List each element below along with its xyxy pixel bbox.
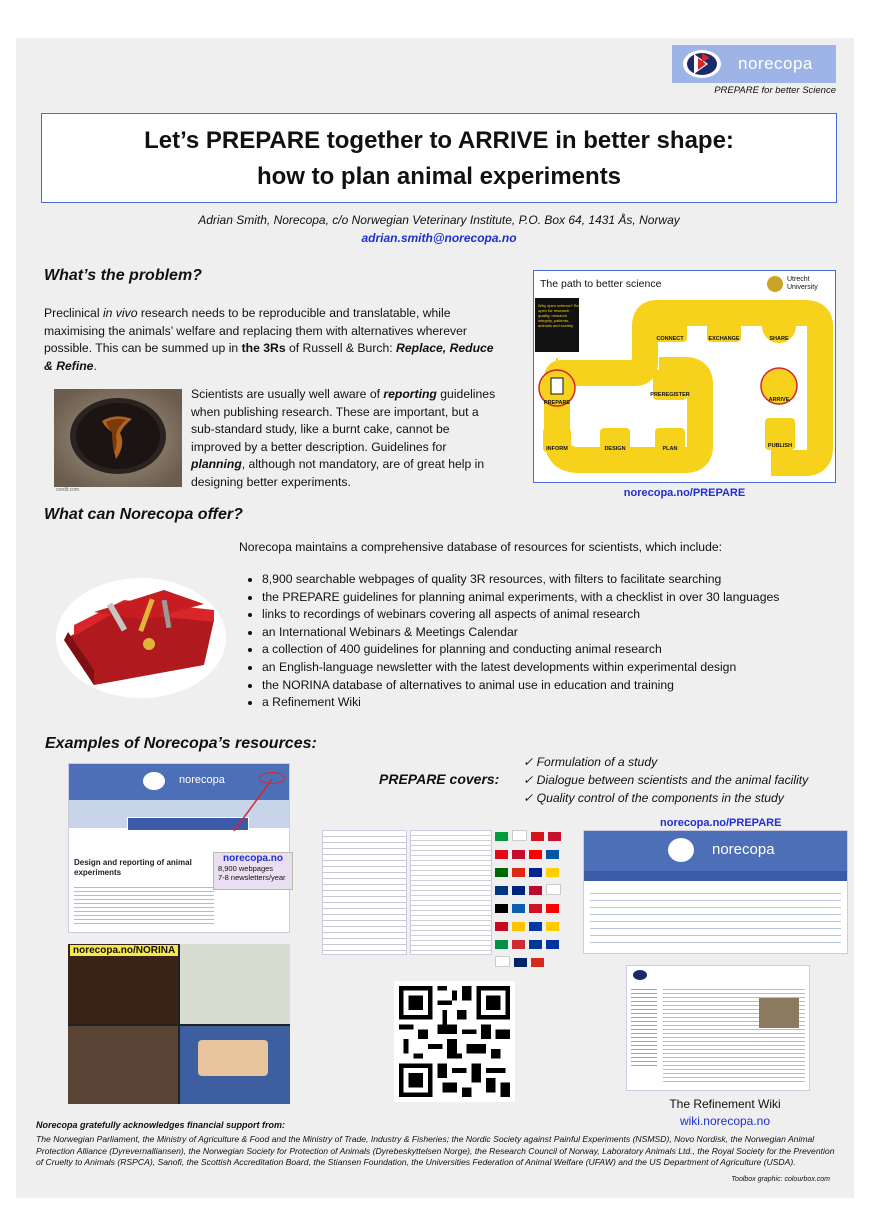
prepare-checklist-screenshot-1[interactable]: [322, 830, 407, 955]
callout-arrow-icon: [230, 775, 280, 835]
ack-text: The Norwegian Parliament, the Ministry of Agriculture & Food and the Ministry of Trade, Industry & Fisheries; the Nordic Society against Painful Experiments (NSMSD), Novo Nordisk, the Norwegian Animal Protection Alliance (Dyrevernalliansen), the Norwegian Society for Protection of Animals (Dyrebeskyttelsen Norge), the Research Council of Norway, Laboratory Animals Ltd., the Royal Society for the Prevention of Cruelty to Animals (RSPCA), Sanofi, the Scottish Accreditation Board, the Stiansen Foundation, the Universities Federation of Animal Welfare (UFAW) and the US Department of Agriculture (USDA).: [36, 1134, 835, 1167]
step-label-arrive: ARRIVE: [768, 397, 790, 403]
check-icon: ✓: [523, 791, 537, 805]
qr-code[interactable]: [393, 981, 516, 1102]
prepare-checklist: [523, 753, 808, 807]
university-seal-icon: [767, 276, 783, 292]
language-flags: [493, 829, 581, 957]
author-line: Adrian Smith, Norecopa, c/o Norwegian Veterinary Institute, P.O. Box 64, 1431 Ås, Norway: [198, 213, 680, 227]
website-screenshot[interactable]: norecopa Design and reporting of animal experiments: [68, 763, 290, 933]
step-label-inform: INFORM: [546, 446, 568, 452]
offer-item: • a Refinement Wiki: [262, 694, 840, 712]
site-callout: norecopa.no 8,900 webpages 7-8 newsletters/year: [213, 852, 293, 890]
offer-list: [240, 571, 840, 712]
wiki-screenshot[interactable]: [626, 965, 810, 1091]
check-icon: ✓: [523, 755, 537, 769]
step-label-publish: PUBLISH: [767, 443, 793, 449]
cake-photo-credit: credit.com: [56, 487, 80, 493]
burnt-cake-photo: [54, 389, 182, 487]
norina-collage[interactable]: [68, 944, 290, 1104]
wiki-link[interactable]: wiki.norecopa.no: [679, 1114, 771, 1128]
problem-paragraph-2: Scientists are usually well aware of reporting guidelines when publishing research. These are important, but a sub-standard study, like a burnt cake, cannot be improved by a better description. Guidelines for planning, although not mandatory, are of great help in designing better experiments.: [191, 387, 496, 489]
examples-heading: Examples of Norecopa’s resources:: [45, 735, 317, 752]
step-label-preregister: PREREGISTER: [650, 392, 690, 398]
offer-intro: Norecopa maintains a comprehensive database of resources for scientists, which include:: [239, 540, 723, 554]
check-icon: ✓: [523, 773, 537, 787]
problem-paragraph-1: Preclinical in vivo research needs to be reproducible and translatable, while maximising the animals’ welfare and replacing them with alternatives wherever possible. This can be summed up in the 3Rs of Russell & Burch: Replace, Reduce & Refine.: [44, 306, 494, 373]
norecopa-logo-icon: [680, 48, 730, 80]
offer-item: • 8,900 searchable webpages of quality 3R resources, with filters to facilitate searching: [262, 571, 840, 589]
university-name: Utrecht University: [787, 276, 818, 291]
step-label-connect: CONNECT: [656, 336, 684, 342]
prepare-link[interactable]: norecopa.no/PREPARE: [660, 817, 782, 829]
prepare-website-screenshot[interactable]: norecopa: [583, 830, 848, 954]
wiki-title: The Refinement Wiki: [669, 1097, 781, 1111]
prepare-checklist-screenshot-2[interactable]: [410, 830, 492, 955]
step-label-exchange: EXCHANGE: [708, 336, 740, 342]
prepare-covers-label: PREPARE covers:: [379, 771, 500, 787]
step-label-design: DESIGN: [604, 446, 626, 452]
offer-item: • the NORINA database of alternatives to animal use in education and training: [262, 677, 840, 695]
logo-text: norecopa: [738, 54, 813, 73]
problem-heading: What’s the problem?: [44, 267, 202, 284]
ack-heading: Norecopa gratefully acknowledges financial support from:: [36, 1120, 286, 1130]
step-label-prepare: PREPARE: [543, 400, 571, 406]
offer-item: • the PREPARE guidelines for planning animal experiments, with a checklist in over 30 languages: [262, 589, 840, 607]
step-label-plan: PLAN: [662, 446, 678, 452]
path-title: The path to better science: [540, 278, 662, 290]
check-item: ✓ Dialogue between scientists and the animal facility: [523, 773, 809, 787]
toolbox-illustration: [54, 570, 228, 700]
offer-item: • links to recordings of webinars covering all aspects of animal research: [262, 606, 840, 624]
title-line-1: Let’s PREPARE together to ARRIVE in better shape:: [144, 127, 734, 154]
norina-label: norecopa.no/NORINA: [70, 945, 178, 956]
path-link[interactable]: norecopa.no/PREPARE: [623, 487, 746, 499]
step-label-share: SHARE: [769, 336, 789, 342]
poster-title: [41, 123, 837, 195]
offer-item: • an International Webinars & Meetings Calendar: [262, 624, 840, 642]
author-email[interactable]: adrian.smith@norecopa.no: [361, 231, 517, 245]
site-page-heading: Design and reporting of animal experiments: [74, 858, 192, 877]
toolbox-credit: Toolbox graphic: colourbox.com: [731, 1176, 830, 1183]
path-intro: Why open science? Be open for research quality, research integrity, patients, animals and society: [538, 303, 579, 328]
check-item: ✓ Quality control of the components in the study: [523, 791, 784, 805]
logo-tagline: PREPARE for better Science: [714, 85, 836, 96]
check-item: ✓ Formulation of a study: [523, 755, 658, 769]
offer-item: • a collection of 400 guidelines for planning and conducting animal research: [262, 641, 840, 659]
offer-heading: What can Norecopa offer?: [44, 506, 243, 523]
offer-item: • an English-language newsletter with the latest developments within experimental design: [262, 659, 840, 677]
title-line-2: how to plan animal experiments: [256, 163, 622, 190]
